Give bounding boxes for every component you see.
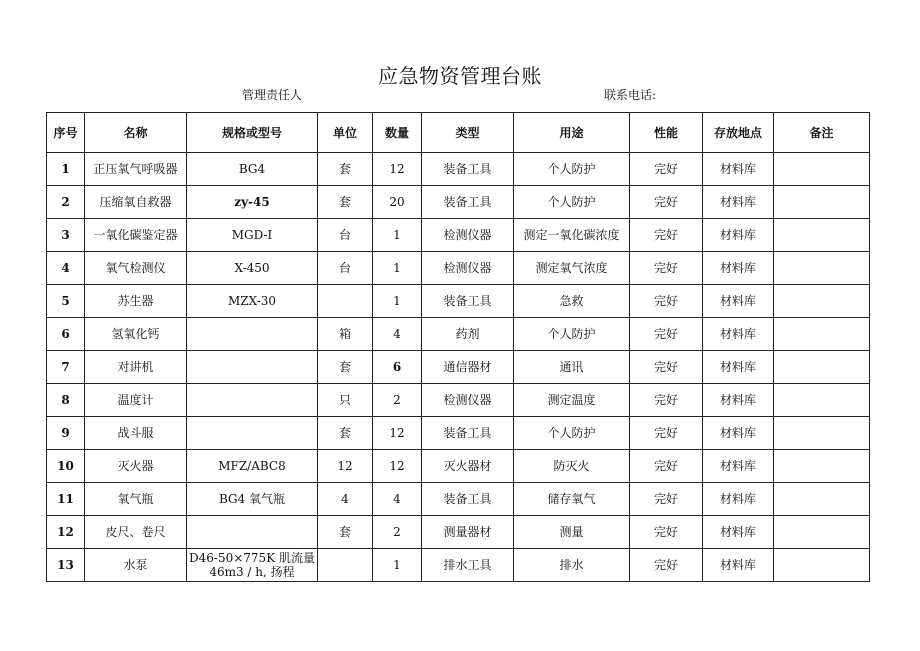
header-name: 名称 bbox=[85, 113, 187, 153]
cell-spec: MZX-30 bbox=[187, 285, 318, 318]
cell-performance: 完好 bbox=[630, 285, 703, 318]
header-quantity: 数量 bbox=[373, 113, 422, 153]
table-row bbox=[47, 318, 870, 351]
cell-use: 个人防护 bbox=[514, 417, 630, 450]
page-title: 应急物资管理台账 bbox=[378, 64, 542, 88]
cell-type: 装备工具 bbox=[422, 186, 514, 219]
cell-serial: 9 bbox=[47, 417, 85, 450]
cell-quantity: 6 bbox=[373, 351, 422, 384]
header-spec: 规格或型号 bbox=[187, 113, 318, 153]
header-remark: 备注 bbox=[774, 113, 870, 153]
cell-use: 测定一氧化碳浓度 bbox=[514, 219, 630, 252]
header-row bbox=[47, 113, 870, 153]
cell-serial: 8 bbox=[47, 384, 85, 417]
header-use: 用途 bbox=[514, 113, 630, 153]
cell-serial: 1 bbox=[47, 153, 85, 186]
cell-location: 材料库 bbox=[703, 219, 774, 252]
cell-quantity: 4 bbox=[373, 318, 422, 351]
cell-serial: 5 bbox=[47, 285, 85, 318]
cell-use: 个人防护 bbox=[514, 153, 630, 186]
cell-unit bbox=[318, 549, 373, 582]
ledger-table bbox=[46, 112, 870, 582]
cell-name: 氢氧化钙 bbox=[85, 318, 187, 351]
ledger-body bbox=[47, 153, 870, 582]
cell-spec: X-450 bbox=[187, 252, 318, 285]
cell-performance: 完好 bbox=[630, 153, 703, 186]
table-row bbox=[47, 549, 870, 582]
table-row bbox=[47, 219, 870, 252]
cell-remark bbox=[774, 483, 870, 516]
cell-quantity: 1 bbox=[373, 549, 422, 582]
cell-remark bbox=[774, 417, 870, 450]
cell-location: 材料库 bbox=[703, 483, 774, 516]
cell-location: 材料库 bbox=[703, 252, 774, 285]
cell-name: 皮尺、卷尺 bbox=[85, 516, 187, 549]
cell-name: 温度计 bbox=[85, 384, 187, 417]
cell-type: 灭火器材 bbox=[422, 450, 514, 483]
table-row bbox=[47, 186, 870, 219]
cell-location: 材料库 bbox=[703, 318, 774, 351]
cell-use: 排水 bbox=[514, 549, 630, 582]
cell-serial: 10 bbox=[47, 450, 85, 483]
cell-quantity: 4 bbox=[373, 483, 422, 516]
cell-performance: 完好 bbox=[630, 549, 703, 582]
cell-serial: 3 bbox=[47, 219, 85, 252]
header-unit: 单位 bbox=[318, 113, 373, 153]
cell-name: 水泵 bbox=[85, 549, 187, 582]
cell-performance: 完好 bbox=[630, 483, 703, 516]
cell-serial: 13 bbox=[47, 549, 85, 582]
cell-performance: 完好 bbox=[630, 417, 703, 450]
table-row bbox=[47, 384, 870, 417]
table-row bbox=[47, 516, 870, 549]
cell-quantity: 1 bbox=[373, 285, 422, 318]
cell-type: 排水工具 bbox=[422, 549, 514, 582]
cell-type: 通信器材 bbox=[422, 351, 514, 384]
cell-quantity: 2 bbox=[373, 384, 422, 417]
table-row bbox=[47, 483, 870, 516]
cell-performance: 完好 bbox=[630, 219, 703, 252]
cell-unit: 台 bbox=[318, 219, 373, 252]
cell-use: 测定温度 bbox=[514, 384, 630, 417]
cell-quantity: 1 bbox=[373, 219, 422, 252]
cell-spec: D46-50×775K 肌流量 46m3 / h, 扬程 bbox=[187, 549, 318, 582]
cell-unit: 套 bbox=[318, 186, 373, 219]
header-type: 类型 bbox=[422, 113, 514, 153]
cell-quantity: 12 bbox=[373, 450, 422, 483]
cell-serial: 11 bbox=[47, 483, 85, 516]
table-row bbox=[47, 417, 870, 450]
table-row bbox=[47, 285, 870, 318]
cell-performance: 完好 bbox=[630, 516, 703, 549]
table-row bbox=[47, 153, 870, 186]
cell-spec: BG4 bbox=[187, 153, 318, 186]
cell-type: 装备工具 bbox=[422, 417, 514, 450]
table-row bbox=[47, 351, 870, 384]
cell-type: 测量器材 bbox=[422, 516, 514, 549]
cell-serial: 6 bbox=[47, 318, 85, 351]
cell-serial: 4 bbox=[47, 252, 85, 285]
cell-remark bbox=[774, 153, 870, 186]
cell-spec: BG4 氧气瓶 bbox=[187, 483, 318, 516]
cell-quantity: 1 bbox=[373, 252, 422, 285]
cell-type: 装备工具 bbox=[422, 285, 514, 318]
cell-use: 个人防护 bbox=[514, 318, 630, 351]
cell-unit: 只 bbox=[318, 384, 373, 417]
cell-performance: 完好 bbox=[630, 318, 703, 351]
cell-location: 材料库 bbox=[703, 153, 774, 186]
cell-location: 材料库 bbox=[703, 285, 774, 318]
cell-quantity: 20 bbox=[373, 186, 422, 219]
cell-name: 正压氧气呼吸器 bbox=[85, 153, 187, 186]
cell-performance: 完好 bbox=[630, 384, 703, 417]
cell-unit: 4 bbox=[318, 483, 373, 516]
cell-use: 储存氧气 bbox=[514, 483, 630, 516]
cell-type: 检测仪器 bbox=[422, 384, 514, 417]
cell-spec bbox=[187, 516, 318, 549]
cell-name: 战斗服 bbox=[85, 417, 187, 450]
cell-use: 个人防护 bbox=[514, 186, 630, 219]
cell-quantity: 12 bbox=[373, 417, 422, 450]
cell-location: 材料库 bbox=[703, 516, 774, 549]
cell-type: 装备工具 bbox=[422, 483, 514, 516]
cell-remark bbox=[774, 549, 870, 582]
cell-performance: 完好 bbox=[630, 186, 703, 219]
cell-remark bbox=[774, 318, 870, 351]
cell-name: 对讲机 bbox=[85, 351, 187, 384]
cell-use: 测量 bbox=[514, 516, 630, 549]
cell-remark bbox=[774, 516, 870, 549]
cell-location: 材料库 bbox=[703, 384, 774, 417]
cell-performance: 完好 bbox=[630, 450, 703, 483]
cell-spec bbox=[187, 384, 318, 417]
cell-remark bbox=[774, 384, 870, 417]
cell-remark bbox=[774, 219, 870, 252]
cell-serial: 2 bbox=[47, 186, 85, 219]
manager-label: 管理责任人 bbox=[242, 88, 303, 102]
cell-location: 材料库 bbox=[703, 351, 774, 384]
cell-spec: zy-45 bbox=[187, 186, 318, 219]
cell-type: 药剂 bbox=[422, 318, 514, 351]
table-row bbox=[47, 252, 870, 285]
cell-location: 材料库 bbox=[703, 186, 774, 219]
header-serial: 序号 bbox=[47, 113, 85, 153]
cell-unit bbox=[318, 285, 373, 318]
cell-serial: 12 bbox=[47, 516, 85, 549]
cell-spec bbox=[187, 417, 318, 450]
cell-remark bbox=[774, 351, 870, 384]
cell-use: 急救 bbox=[514, 285, 630, 318]
cell-name: 苏生器 bbox=[85, 285, 187, 318]
cell-use: 通讯 bbox=[514, 351, 630, 384]
table-row bbox=[47, 450, 870, 483]
cell-quantity: 2 bbox=[373, 516, 422, 549]
cell-unit: 12 bbox=[318, 450, 373, 483]
cell-spec: MFZ/ABC8 bbox=[187, 450, 318, 483]
cell-location: 材料库 bbox=[703, 450, 774, 483]
cell-unit: 台 bbox=[318, 252, 373, 285]
cell-unit: 套 bbox=[318, 516, 373, 549]
cell-unit: 套 bbox=[318, 417, 373, 450]
cell-location: 材料库 bbox=[703, 549, 774, 582]
cell-name: 一氧化碳鉴定器 bbox=[85, 219, 187, 252]
header-location: 存放地点 bbox=[703, 113, 774, 153]
cell-type: 检测仪器 bbox=[422, 252, 514, 285]
cell-quantity: 12 bbox=[373, 153, 422, 186]
cell-name: 压缩氧自救器 bbox=[85, 186, 187, 219]
cell-spec: MGD-I bbox=[187, 219, 318, 252]
cell-name: 氧气瓶 bbox=[85, 483, 187, 516]
cell-name: 灭火器 bbox=[85, 450, 187, 483]
cell-type: 装备工具 bbox=[422, 153, 514, 186]
cell-remark bbox=[774, 285, 870, 318]
cell-use: 测定氧气浓度 bbox=[514, 252, 630, 285]
cell-remark bbox=[774, 450, 870, 483]
cell-unit: 套 bbox=[318, 153, 373, 186]
contact-label: 联系电话: bbox=[604, 88, 657, 102]
cell-performance: 完好 bbox=[630, 351, 703, 384]
cell-remark bbox=[774, 186, 870, 219]
cell-spec bbox=[187, 318, 318, 351]
cell-remark bbox=[774, 252, 870, 285]
cell-use: 防灭火 bbox=[514, 450, 630, 483]
cell-unit: 箱 bbox=[318, 318, 373, 351]
cell-serial: 7 bbox=[47, 351, 85, 384]
cell-name: 氧气检测仪 bbox=[85, 252, 187, 285]
cell-unit: 套 bbox=[318, 351, 373, 384]
cell-performance: 完好 bbox=[630, 252, 703, 285]
cell-type: 检测仪器 bbox=[422, 219, 514, 252]
cell-spec bbox=[187, 351, 318, 384]
header-performance: 性能 bbox=[630, 113, 703, 153]
cell-location: 材料库 bbox=[703, 417, 774, 450]
